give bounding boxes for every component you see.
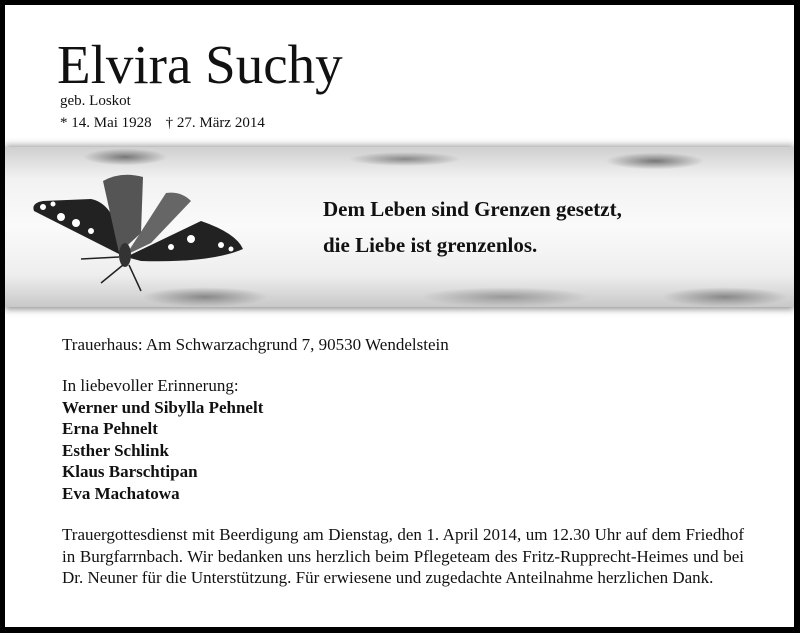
mourner: Werner und Sibylla Pehnelt bbox=[62, 397, 264, 417]
mourner: Eva Machatowa bbox=[62, 483, 180, 503]
death-date: † 27. März 2014 bbox=[165, 115, 265, 131]
mourning-house-address: Trauerhaus: Am Schwarzachgrund 7, 90530 Wendelstein bbox=[62, 335, 449, 354]
mourners-list bbox=[62, 375, 263, 504]
service-text: Trauergottesdienst mit Beerdigung am Dienstag, den 1. April 2014, um 12.30 Uhr auf dem Friedhof in Burgfarrnbach. Wir bedanken uns herzlich beim Pflegeteam des Fritz-Rupprecht-Heimes und bei Dr. Neuner für die Unterstützung. Für erwiesene und zugedachte Anteilnahme herzlichen Dank. bbox=[62, 525, 744, 587]
mourner: Esther Schlink bbox=[62, 440, 169, 460]
maiden-name: geb. Loskot bbox=[60, 93, 131, 109]
obituary-card bbox=[5, 5, 794, 627]
butterfly-icon bbox=[31, 173, 246, 293]
quote-line: die Liebe ist grenzenlos. bbox=[323, 233, 538, 257]
deceased-name: Elvira Suchy bbox=[57, 34, 343, 95]
birth-date: * 14. Mai 1928 bbox=[60, 115, 152, 131]
memory-intro: In liebevoller Erinnerung: bbox=[62, 376, 239, 395]
quote-line: Dem Leben sind Grenzen gesetzt, bbox=[323, 197, 622, 221]
mourner: Klaus Barschtipan bbox=[62, 462, 198, 481]
mourner: Erna Pehnelt bbox=[62, 419, 158, 438]
quote-text bbox=[323, 191, 622, 263]
life-dates bbox=[60, 115, 279, 132]
quote-banner bbox=[5, 147, 794, 307]
